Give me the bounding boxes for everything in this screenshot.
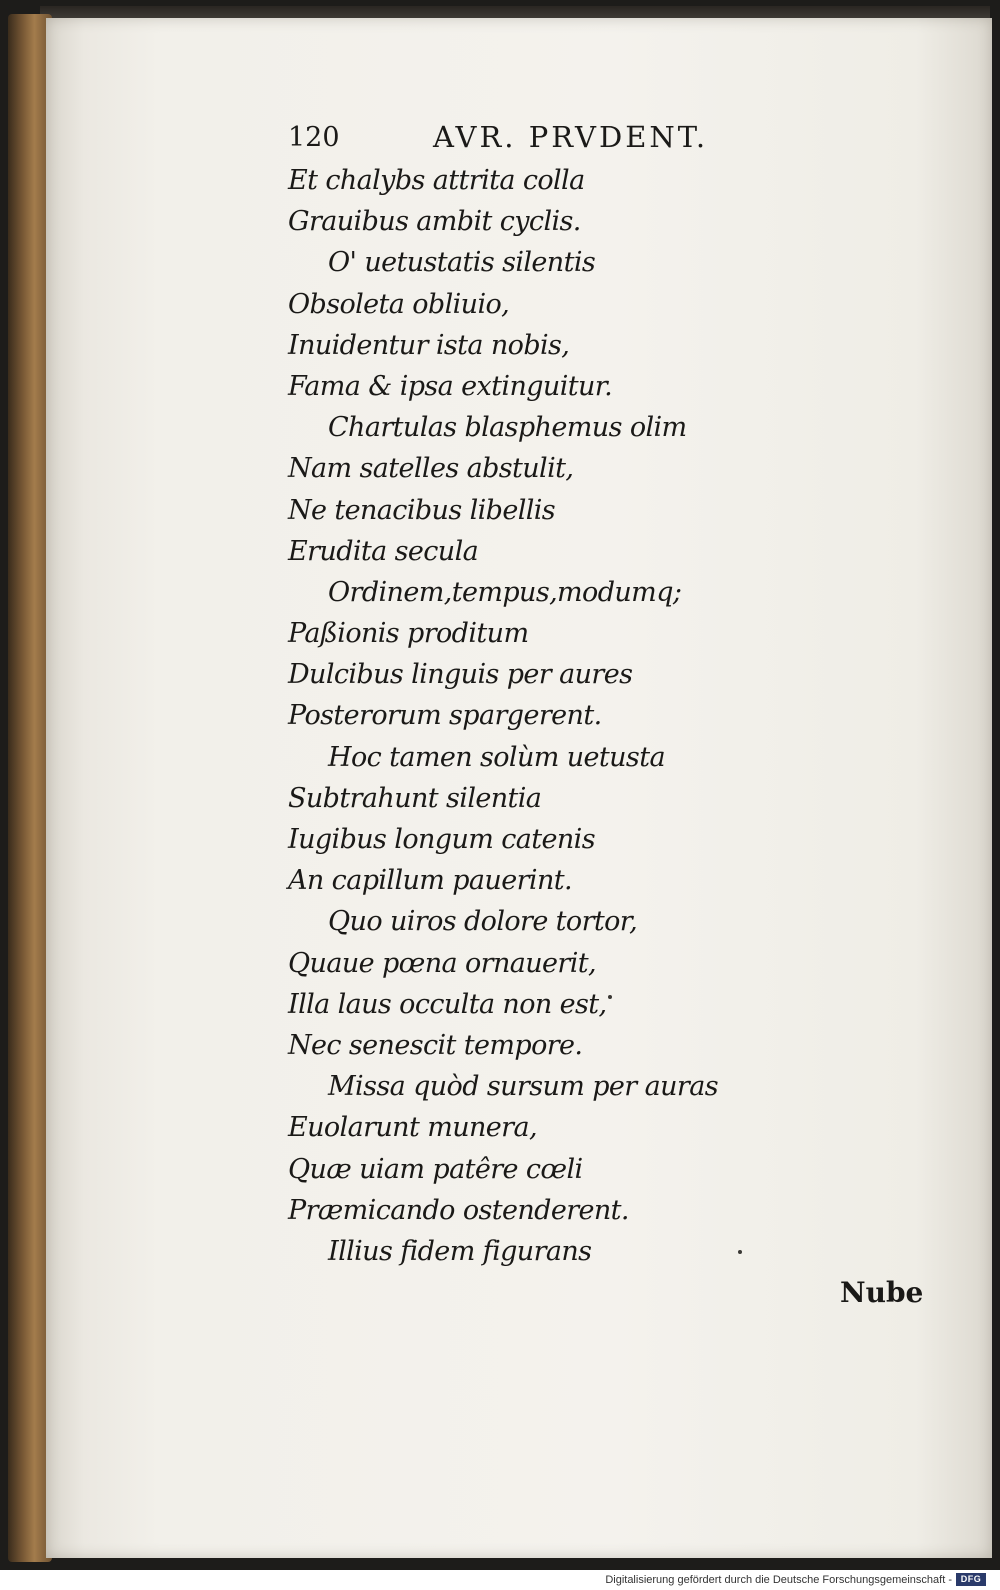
verse-line: Posterorum spargerent.	[288, 700, 602, 732]
verse-line: Nec senescit tempore.	[288, 1029, 583, 1061]
verse-line: Præmicando ostenderent.	[288, 1194, 629, 1226]
page-header	[288, 122, 788, 162]
verse-line: Quo uiros dolore tortor,	[328, 906, 638, 938]
verse-line: Quæ uiam patêre cœli	[288, 1153, 583, 1185]
running-head: AVR. PRVDENT.	[433, 120, 709, 154]
verse-line: Subtrahunt silentia	[288, 782, 542, 814]
verse-line: Ne tenacibus libellis	[288, 494, 556, 526]
verse-line: Paßionis proditum	[288, 618, 529, 650]
catchword: Nube	[840, 1276, 924, 1309]
verse-line: Hoc tamen solùm uetusta	[328, 741, 665, 773]
digitization-credit: Digitalisierung gefördert durch die Deutsche Forschungsgemeinschaft -	[605, 1574, 952, 1586]
verse-line: Ordinem,tempus,modumq;	[328, 576, 682, 608]
dfg-logo: DFG	[956, 1573, 986, 1586]
verse-line: Obsoleta obliuio,	[288, 288, 510, 320]
verse-list	[288, 160, 718, 1267]
verse-line: Inuidentur ista nobis,	[288, 329, 570, 361]
verse-line: Fama & ipsa extinguitur.	[288, 370, 613, 402]
verse-line: An capillum pauerint.	[288, 865, 572, 897]
page-number: 120	[288, 122, 340, 153]
verse-line: Missa quòd sursum per auras	[328, 1071, 718, 1103]
verse-line: Euolarunt munera,	[288, 1112, 537, 1144]
verse-line: Illa laus occulta non est,	[288, 988, 607, 1020]
verse-line: Iugibus longum catenis	[288, 824, 595, 855]
verse-line: Erudita secula	[288, 535, 479, 567]
ink-speck	[738, 1250, 742, 1254]
verse-line: Dulcibus linguis per aures	[288, 659, 633, 691]
ink-speck	[608, 995, 612, 999]
verse-line: Et chalybs attrita colla	[288, 165, 585, 196]
verse-line: Nam satelles abstulit,	[288, 453, 574, 485]
verse-line: Grauibus ambit cyclis.	[288, 206, 581, 238]
verse-line: Chartulas blasphemus olim	[328, 412, 687, 444]
verse-line: Quaue pœna ornauerit,	[288, 947, 597, 979]
verse-line: O' uetustatis silentis	[328, 247, 596, 279]
verse-line: Illius fidem figurans	[328, 1235, 592, 1267]
